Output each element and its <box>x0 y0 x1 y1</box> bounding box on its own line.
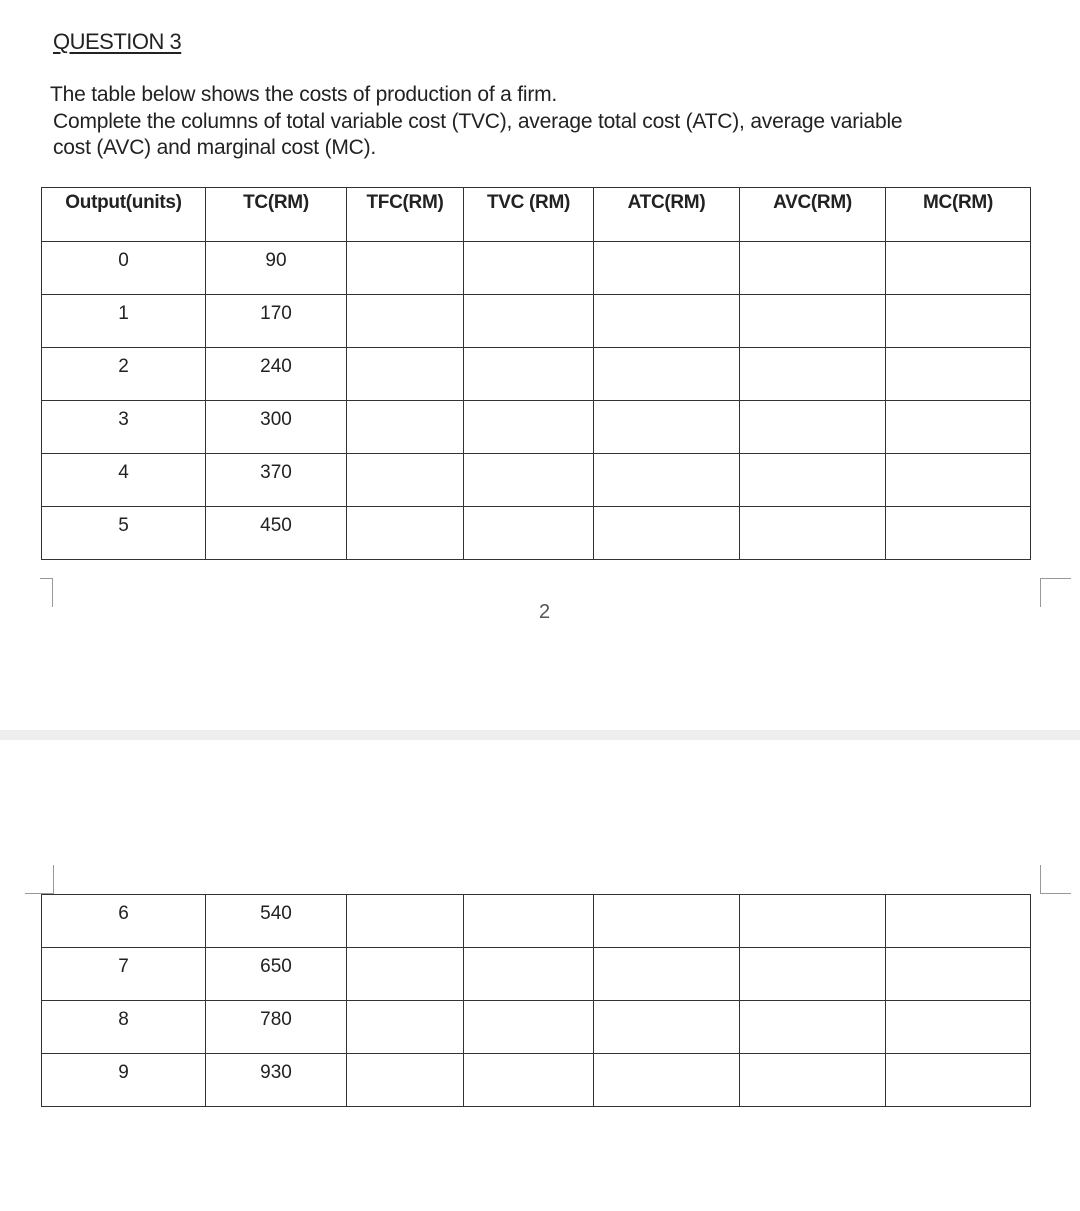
cell-tvc[interactable] <box>464 348 594 401</box>
cell-mc[interactable] <box>886 348 1031 401</box>
cell-avc[interactable] <box>740 242 886 295</box>
cell-avc[interactable] <box>740 401 886 454</box>
cell-avc[interactable] <box>740 1001 886 1054</box>
cell-tc: 370 <box>206 454 347 507</box>
cost-table-page2 <box>41 894 1031 1107</box>
cell-output: 6 <box>42 895 206 948</box>
cell-output: 5 <box>42 507 206 560</box>
cell-atc[interactable] <box>594 895 740 948</box>
table-row <box>42 454 1031 507</box>
cell-tfc[interactable] <box>347 348 464 401</box>
cell-tfc[interactable] <box>347 454 464 507</box>
table-row <box>42 507 1031 560</box>
table-row <box>42 895 1031 948</box>
header-atc: ATC(RM) <box>594 188 740 242</box>
page-corner-mark <box>1040 578 1071 607</box>
page-corner-mark <box>25 865 54 894</box>
cell-mc[interactable] <box>886 895 1031 948</box>
cell-avc[interactable] <box>740 348 886 401</box>
header-output: Output(units) <box>42 188 206 242</box>
cell-tfc[interactable] <box>347 895 464 948</box>
cell-tc: 930 <box>206 1054 347 1107</box>
cell-tfc[interactable] <box>347 401 464 454</box>
cell-atc[interactable] <box>594 507 740 560</box>
header-tfc: TFC(RM) <box>347 188 464 242</box>
page-number: 2 <box>539 601 551 623</box>
cell-output: 0 <box>42 242 206 295</box>
header-tc: TC(RM) <box>206 188 347 242</box>
table-row <box>42 1054 1031 1107</box>
cell-mc[interactable] <box>886 242 1031 295</box>
cell-tvc[interactable] <box>464 507 594 560</box>
cell-tfc[interactable] <box>347 1054 464 1107</box>
cell-atc[interactable] <box>594 242 740 295</box>
header-avc: AVC(RM) <box>740 188 886 242</box>
cell-tfc[interactable] <box>347 1001 464 1054</box>
cell-tvc[interactable] <box>464 401 594 454</box>
cell-mc[interactable] <box>886 454 1031 507</box>
cell-output: 2 <box>42 348 206 401</box>
cell-tfc[interactable] <box>347 295 464 348</box>
cell-atc[interactable] <box>594 948 740 1001</box>
cell-tc: 650 <box>206 948 347 1001</box>
cell-tc: 780 <box>206 1001 347 1054</box>
table-row <box>42 1001 1031 1054</box>
cell-mc[interactable] <box>886 1001 1031 1054</box>
cell-mc[interactable] <box>886 1054 1031 1107</box>
question-title: QUESTION 3 <box>53 29 182 54</box>
cell-tc: 450 <box>206 507 347 560</box>
cell-tvc[interactable] <box>464 295 594 348</box>
table-header-row <box>42 188 1031 242</box>
cell-tc: 240 <box>206 348 347 401</box>
cell-output: 8 <box>42 1001 206 1054</box>
cell-avc[interactable] <box>740 295 886 348</box>
cell-tc: 540 <box>206 895 347 948</box>
cell-tvc[interactable] <box>464 895 594 948</box>
cell-tc: 170 <box>206 295 347 348</box>
cell-tfc[interactable] <box>347 242 464 295</box>
table-row <box>42 242 1031 295</box>
cell-output: 7 <box>42 948 206 1001</box>
header-tvc: TVC (RM) <box>464 188 594 242</box>
cell-tvc[interactable] <box>464 948 594 1001</box>
header-mc: MC(RM) <box>886 188 1031 242</box>
page-corner-mark <box>40 578 53 607</box>
cell-avc[interactable] <box>740 895 886 948</box>
cell-output: 1 <box>42 295 206 348</box>
page-break <box>0 730 1080 740</box>
cell-mc[interactable] <box>886 507 1031 560</box>
cell-output: 3 <box>42 401 206 454</box>
cell-tvc[interactable] <box>464 454 594 507</box>
cell-atc[interactable] <box>594 454 740 507</box>
cell-tc: 300 <box>206 401 347 454</box>
cell-tfc[interactable] <box>347 948 464 1001</box>
cell-atc[interactable] <box>594 348 740 401</box>
cell-avc[interactable] <box>740 1054 886 1107</box>
cell-tvc[interactable] <box>464 1001 594 1054</box>
page-corner-mark <box>1040 865 1071 894</box>
intro-line: Complete the columns of total variable cost (TVC), average total cost (ATC), average variable <box>53 109 903 133</box>
cell-atc[interactable] <box>594 1054 740 1107</box>
intro-line: cost (AVC) and marginal cost (MC). <box>53 136 377 159</box>
cell-atc[interactable] <box>594 1001 740 1054</box>
cell-tvc[interactable] <box>464 1054 594 1107</box>
cell-tfc[interactable] <box>347 507 464 560</box>
cell-output: 4 <box>42 454 206 507</box>
cell-tvc[interactable] <box>464 242 594 295</box>
table-row <box>42 948 1031 1001</box>
cost-table-page1 <box>41 187 1031 560</box>
cell-mc[interactable] <box>886 295 1031 348</box>
table-row <box>42 348 1031 401</box>
cell-output: 9 <box>42 1054 206 1107</box>
table-row <box>42 295 1031 348</box>
cell-tc: 90 <box>206 242 347 295</box>
table-row <box>42 401 1031 454</box>
cell-avc[interactable] <box>740 948 886 1001</box>
question-instructions <box>50 82 902 162</box>
cell-atc[interactable] <box>594 401 740 454</box>
cell-avc[interactable] <box>740 507 886 560</box>
cell-mc[interactable] <box>886 948 1031 1001</box>
cell-atc[interactable] <box>594 295 740 348</box>
cell-avc[interactable] <box>740 454 886 507</box>
cell-mc[interactable] <box>886 401 1031 454</box>
intro-line: The table below shows the costs of production of a firm. <box>50 83 558 106</box>
